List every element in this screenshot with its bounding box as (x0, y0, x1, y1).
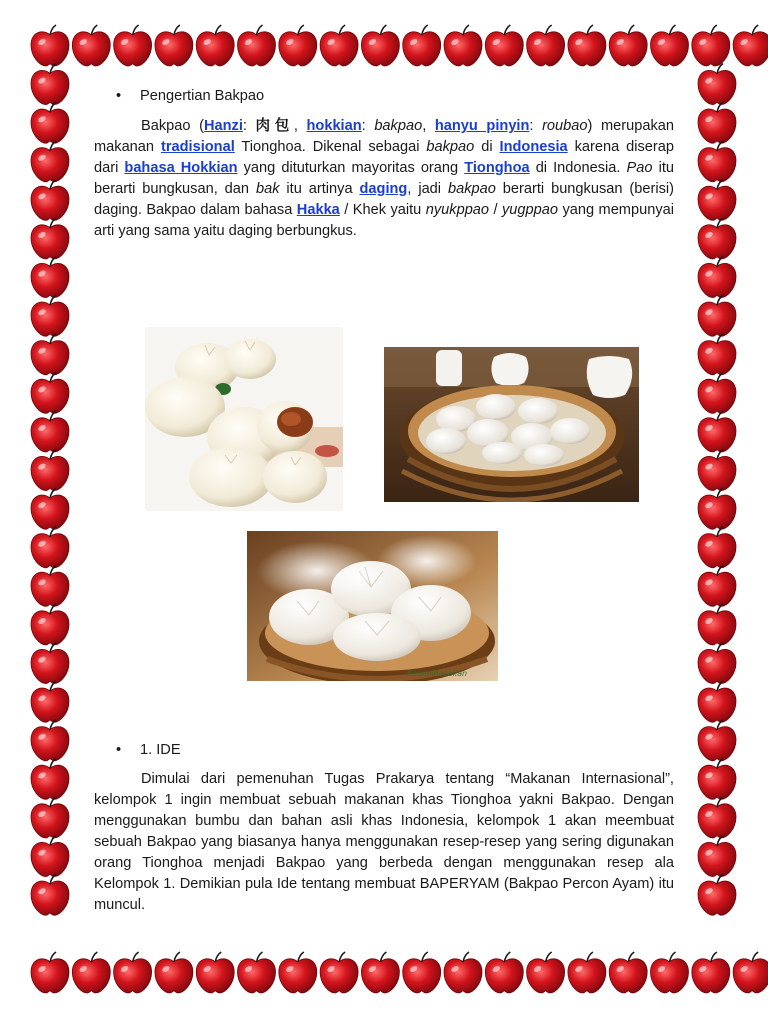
apple-icon (114, 952, 152, 993)
apple-icon (609, 952, 647, 993)
link-hakka[interactable]: Hakka (296, 202, 340, 218)
apple-icon (279, 952, 317, 993)
link-hanzi[interactable]: Hanzi (203, 118, 243, 134)
paragraph-ide-text: Dimulai dari pemenuhan Tugas Prakarya tentang “Makanan Internasional”, kelompok 1 ingin membuat sebuah makanan khas Tionghoa yakni Bakpao. Dengan menggunakan bumbu dan bahan asli khas Indonesia, kelompok 1 akan meembuat sebuah Bakpao yang biasanya hanya menggunakan resep-resep yang sering digunakan orang Tionghoa menjadi Bakpao yang berbeda dengan menggunakan resep ala Kelompok 1. Demikian pula Ide tentang membuat BAPERYAM (Bakpao Percon Ayam) itu muncul. (94, 771, 674, 913)
apple-icon (31, 141, 69, 182)
apple-icon (320, 25, 358, 66)
text-run: itu artinya (279, 181, 360, 197)
apple-icon (698, 874, 736, 915)
text-run: berarti bungkusan (berisi) daging. Bakpao dalam bahasa (94, 181, 675, 218)
link-tradisional[interactable]: tradisional (160, 139, 235, 155)
apple-icon (698, 527, 736, 568)
apple-icon (698, 218, 736, 259)
apple-icon (361, 952, 399, 993)
apple-icon (698, 758, 736, 799)
apple-icon (698, 720, 736, 761)
apple-icon (698, 372, 736, 413)
bullet-dot: • (116, 742, 122, 758)
apple-icon (31, 257, 69, 298)
apple-icon (527, 952, 565, 993)
apple-icon (31, 102, 69, 143)
apple-icon (31, 411, 69, 452)
apple-icon (31, 874, 69, 915)
apple-icon (698, 64, 736, 105)
apple-icon (698, 179, 736, 220)
apple-icon (31, 604, 69, 645)
paragraph-ide (94, 769, 674, 916)
apple-icon (698, 141, 736, 182)
text-run: : (529, 118, 543, 134)
apple-icon (31, 64, 69, 105)
apple-icon (698, 836, 736, 877)
apple-icon (238, 952, 276, 993)
apple-icon (114, 25, 152, 66)
apple-icon (31, 179, 69, 220)
text-run: : (242, 118, 256, 134)
apple-icon (698, 565, 736, 606)
apple-icon (698, 488, 736, 529)
text-run: ) merupakan makanan (94, 118, 674, 155)
apple-icon (196, 952, 234, 993)
link-bahasa-hokkian[interactable]: bahasa Hokkian (124, 160, 238, 176)
document-body-section2 (94, 740, 674, 916)
apple-icon (698, 411, 736, 452)
apple-icon (403, 25, 441, 66)
hanzi-text: 肉包 (255, 117, 294, 134)
text-run: yang dituturkan mayoritas orang (237, 160, 465, 176)
apple-icon (568, 25, 606, 66)
apple-icon (361, 25, 399, 66)
apple-icon (31, 758, 69, 799)
apple-icon (651, 25, 689, 66)
apple-icon (444, 952, 482, 993)
text-run: di (474, 139, 500, 155)
text-run: yang mempunyai arti yang sama yaitu daging berbungkus. (94, 202, 674, 239)
apple-icon (692, 25, 730, 66)
italic-bakpao: bakpao (426, 139, 475, 155)
apple-icon (698, 797, 736, 838)
link-hokkian[interactable]: hokkian (306, 118, 362, 134)
text-run: , (293, 118, 307, 134)
apple-icon (698, 257, 736, 298)
document-body (94, 86, 674, 242)
photo-bakpao-steamer (384, 347, 639, 502)
link-hanyu-pinyin[interactable]: hanyu pinyin (434, 118, 530, 134)
photo-watermark: ResepMasakan (407, 669, 468, 678)
apple-icon (733, 952, 768, 993)
heading-ide: 1. IDE (140, 742, 181, 758)
link-tionghoa[interactable]: Tionghoa (464, 160, 530, 176)
apple-icon (651, 952, 689, 993)
link-indonesia[interactable]: Indonesia (499, 139, 568, 155)
apple-icon (31, 25, 69, 66)
apple-icon (698, 334, 736, 375)
italic-bakpao: bakpao (374, 118, 423, 134)
text-run: / (489, 202, 502, 218)
text-run: , jadi (407, 181, 448, 197)
italic-bakpao: bakpao (447, 181, 496, 197)
bullet-heading-pengertian (116, 86, 674, 107)
text-run: , (422, 118, 435, 134)
apple-icon (698, 450, 736, 491)
apple-icon (31, 295, 69, 336)
apple-icon (698, 681, 736, 722)
text-run: / Khek yaitu (339, 202, 426, 218)
apple-icon (72, 25, 110, 66)
italic-bak: bak (255, 181, 280, 197)
link-daging[interactable]: daging (359, 181, 408, 197)
heading-pengertian-bakpao: Pengertian Bakpao (140, 88, 265, 104)
apple-icon (72, 952, 110, 993)
apple-icon (698, 604, 736, 645)
apple-icon (485, 25, 523, 66)
apple-icon (698, 102, 736, 143)
photo-bakpao-white (145, 327, 343, 511)
text-run: : (361, 118, 375, 134)
text-run: Tionghoa. Dikenal sebagai (234, 139, 427, 155)
apple-icon (31, 450, 69, 491)
apple-icon (31, 952, 69, 993)
text-run: di Indonesia. (529, 160, 627, 176)
apple-icon (609, 25, 647, 66)
apple-icon (31, 720, 69, 761)
apple-icon (31, 372, 69, 413)
apple-icon (31, 643, 69, 684)
apple-icon (698, 295, 736, 336)
italic-roubao: roubao (542, 118, 588, 134)
apple-icon (31, 797, 69, 838)
text-run: karena diserap dari (94, 139, 674, 176)
apple-icon (733, 25, 768, 66)
apple-icon (698, 643, 736, 684)
apple-icon (692, 952, 730, 993)
apple-icon (527, 25, 565, 66)
apple-icon (155, 25, 193, 66)
italic-yugppao: yugppao (502, 202, 558, 218)
apple-icon (320, 952, 358, 993)
italic-nyukppao: nyukppao (425, 202, 490, 218)
paragraph-pengertian (94, 115, 674, 242)
apple-icon (444, 25, 482, 66)
text-run: Bakpao ( (141, 118, 204, 134)
apple-icon (31, 218, 69, 259)
apple-icon (31, 681, 69, 722)
bullet-heading-ide (116, 740, 674, 761)
text-run: itu berarti bungkusan, dan (94, 160, 674, 197)
apple-icon (31, 527, 69, 568)
apple-icon (403, 952, 441, 993)
apple-icon (238, 25, 276, 66)
bullet-dot: • (116, 88, 122, 104)
apple-icon (31, 565, 69, 606)
apple-icon (485, 952, 523, 993)
apple-icon (31, 488, 69, 529)
apple-icon (279, 25, 317, 66)
photo-bakpao-steaming (247, 531, 498, 681)
apple-icon (568, 952, 606, 993)
apple-icon (31, 836, 69, 877)
italic-pao: Pao (626, 160, 653, 176)
apple-icon (31, 334, 69, 375)
apple-icon (196, 25, 234, 66)
apple-icon (155, 952, 193, 993)
